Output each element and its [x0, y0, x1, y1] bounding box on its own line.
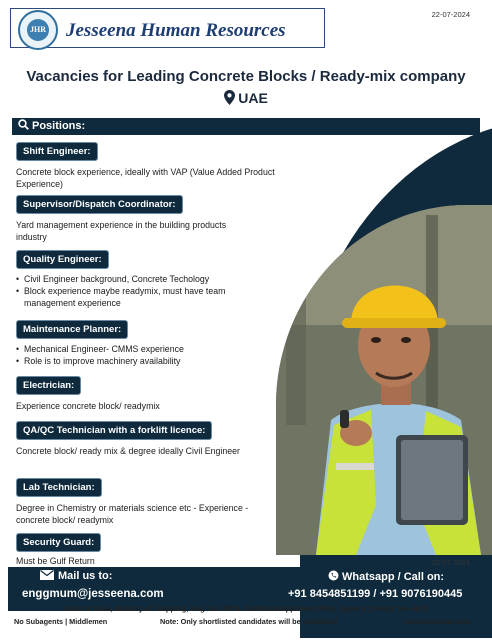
bullet-item: • Mechanical Engineer- CMMS experience: [16, 343, 286, 355]
position-lab-technician: [16, 477, 266, 526]
positions-header: [12, 118, 480, 135]
position-detail: Concrete block experience, ideally with VAP (Value Added Product Experience): [16, 167, 275, 189]
header: [0, 0, 492, 56]
bullet-item: • Role is to improve machinery availability: [16, 355, 286, 367]
position-bullets: [16, 273, 286, 309]
position-electrician: [16, 375, 284, 412]
mail-label: Mail us to:: [58, 570, 113, 582]
registration-line: Govt of India, Ministry of Shipping, Reg. No. RPSL-MUM-006 Approved RPSL Agency | RA-ID: RA-4871: [64, 604, 428, 613]
position-detail: Must be Gulf Return: [16, 556, 95, 566]
position-supervisor-dispatch: [16, 194, 246, 243]
bullet-item: • Civil Engineer background, Concrete Techology: [16, 273, 286, 285]
bullet-item: • Block experience maybe readymix, must have team management experience: [16, 285, 278, 309]
whatsapp-icon: [328, 570, 339, 581]
position-shift-engineer: [16, 141, 284, 190]
seal-monogram: JHR: [27, 19, 49, 41]
position-maintenance-planner: [16, 319, 286, 367]
worker-illustration: [276, 205, 492, 555]
position-security-guard: [16, 532, 284, 567]
position-title: QA/QC Technician with a forklift licence:: [16, 421, 212, 440]
position-title: Shift Engineer:: [16, 142, 98, 161]
company-seal-logo: [18, 10, 58, 50]
call-label-row: [328, 570, 444, 583]
mail-label-row: [40, 570, 112, 582]
page-title: Vacancies for Leading Concrete Blocks / Ready-mix company: [26, 68, 466, 85]
position-title: Maintenance Planner:: [16, 320, 128, 339]
position-title: Lab Technician:: [16, 478, 102, 497]
positions-label: Positions:: [32, 120, 86, 132]
location-text: UAE: [238, 90, 268, 106]
position-title: Security Guard:: [16, 533, 101, 552]
post-date-top: 22-07-2024: [431, 10, 470, 19]
call-label: Whatsapp / Call on:: [342, 571, 445, 583]
worker-photo: [276, 205, 492, 555]
position-detail: Yard management experience in the building products industry: [16, 220, 227, 242]
position-quality-engineer: [16, 249, 286, 309]
email-link[interactable]: enggmum@jesseena.com: [22, 588, 164, 600]
brand-name: Jesseena Human Resources: [66, 20, 286, 41]
position-title: Quality Engineer:: [16, 250, 109, 269]
position-qa-qc-technician: [16, 420, 256, 457]
position-detail: Degree in Chemistry or materials science etc - Experience - concrete block/ readymix: [16, 503, 249, 525]
mail-icon: [40, 570, 54, 580]
website-link[interactable]: www.jesseena.com: [404, 617, 471, 626]
position-detail: Concrete block/ ready mix & degree ideally Civil Engineer: [16, 446, 240, 456]
position-detail: Experience concrete block/ readymix: [16, 401, 160, 411]
post-date-bottom: 22-07-2024: [431, 558, 470, 567]
location-pin-icon: [224, 90, 235, 105]
position-title: Electrician:: [16, 376, 81, 395]
shortlist-note: Note: Only shortlisted candidates will be contacted: [160, 617, 338, 626]
search-icon: [18, 119, 29, 130]
no-subagents-note: No Subagents | Middlemen: [14, 617, 108, 626]
position-title: Supervisor/Dispatch Coordinator:: [16, 195, 183, 214]
location-line: [0, 90, 492, 106]
position-bullets: [16, 343, 286, 367]
phone-numbers[interactable]: +91 8454851199 / +91 9076190445: [288, 588, 463, 600]
